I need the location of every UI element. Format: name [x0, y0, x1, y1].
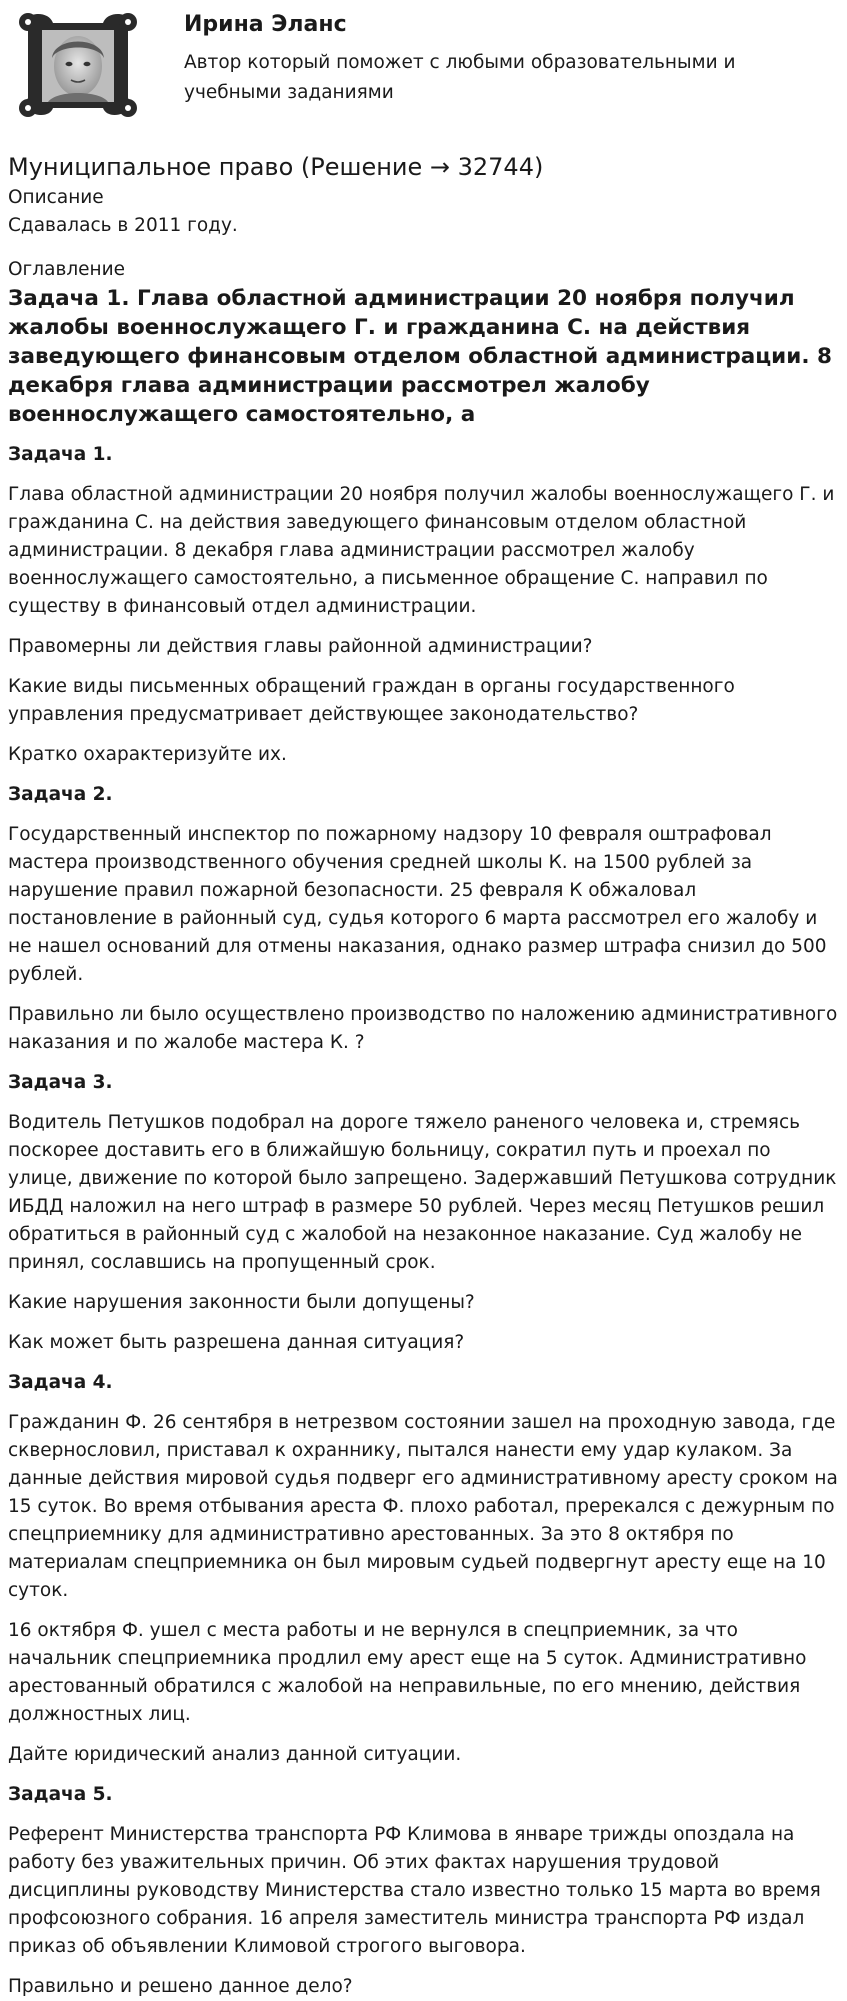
- task-title: Задача 2.: [8, 784, 113, 805]
- task-paragraph: Водитель Петушков подобрал на дороге тяжело раненого человека и, стремясь поскорее доставить его в ближайшую больницу, сократил путь и проехал по улице, движение по которой было запрещено. Задержавший Петушкова сотрудник ИБДД наложил на него штраф в размере 50 рублей. Через месяц Петушков решил обратиться в районный суд с жалобой на незаконное наказание. Суд жалобу не принял, сославшись на пропущенный срок.: [8, 1112, 837, 1273]
- author-avatar: [8, 8, 148, 122]
- toc-heading: Задача 1. Глава областной администрации 20 ноября получил жалобы военнослужащего Г. и гражданина С. на действия заведующего финансовым отделом областной администрации. 8 декабря глава администрации рассмотрел жалобу военнослужащего самостоятельно, а: [8, 286, 832, 427]
- task-paragraph: Референт Министерства транспорта РФ Климова в январе трижды опоздала на работу без уважительных причин. Об этих фактах нарушения трудовой дисциплины руководству Министерства стало известно только 15 марта во время профсоюзного собрания. 16 апреля заместитель министра транспорта РФ издал приказ об объявлении Климовой строгого выговора.: [8, 1824, 821, 1957]
- description-label: Описание: [8, 187, 104, 208]
- task-paragraph: Правильно и решено данное дело?: [8, 1976, 353, 1997]
- author-card: [0, 0, 847, 124]
- task-paragraph: Государственный инспектор по пожарному надзору 10 февраля оштрафовал мастера производственного обучения средней школы К. на 1500 рублей за нарушение правил пожарной безопасности. 25 февраля К обжаловал постановление в районный суд, судья которого 6 марта рассмотрел его жалобу и не нашел оснований для отмены наказания, однако размер штрафа снизил до 500 рублей.: [8, 824, 827, 985]
- task-title: Задача 1.: [8, 444, 113, 465]
- task-3: [0, 1069, 847, 1357]
- task-paragraph: Кратко охарактеризуйте их.: [8, 744, 287, 765]
- author-name[interactable]: Ирина Эланс: [184, 12, 347, 37]
- task-title: Задача 4.: [8, 1372, 113, 1393]
- task-5: [0, 1781, 847, 2001]
- task-paragraph: Как может быть разрешена данная ситуация?: [8, 1332, 465, 1353]
- task-paragraph: Глава областной администрации 20 ноября получил жалобы военнослужащего Г. и гражданина С. на действия заведующего финансовым отделом областной администрации. 8 декабря глава администрации рассмотрел жалобу военнослужащего самостоятельно, а письменное обращение С. направил по существу в финансовый отдел администрации.: [8, 484, 835, 617]
- description-text: Сдавалась в 2011 году.: [8, 215, 238, 236]
- task-paragraph: Дайте юридический анализ данной ситуации.: [8, 1744, 462, 1765]
- task-paragraph: Какие виды письменных обращений граждан в органы государственного управления предусматривает действующее законодательство?: [8, 676, 735, 725]
- author-description: Автор который поможет с любыми образовательными и учебными заданиями: [184, 52, 736, 103]
- task-4: [0, 1369, 847, 1769]
- task-paragraph: Какие нарушения законности были допущены?: [8, 1292, 475, 1313]
- task-title: Задача 5.: [8, 1784, 113, 1805]
- task-paragraph: Правильно ли было осуществлено производство по наложению административного наказания и по жалобе мастера К. ?: [8, 1004, 838, 1053]
- task-1: [0, 441, 847, 769]
- task-paragraph: 16 октября Ф. ушел с места работы и не вернулся в спецприемник, за что начальник спецприемника продлил ему арест еще на 5 суток. Административно арестованный обратился с жалобой на неправильные, по его мнению, действия должностных лиц.: [8, 1620, 807, 1725]
- task-paragraph: Правомерны ли действия главы районной администрации?: [8, 636, 593, 657]
- toc-label: Оглавление: [8, 259, 126, 280]
- task-paragraph: Гражданин Ф. 26 сентября в нетрезвом состоянии зашел на проходную завода, где сквернословил, приставал к охраннику, пытался нанести ему удар кулаком. За данные действия мировой судья подверг его административному аресту сроком на 15 суток. Во время отбывания ареста Ф. плохо работал, пререкался с дежурным по спецприемнику для административно арестованных. За это 8 октября по материалам спецприемника он был мировым судьей подвергнут аресту еще на 10 суток.: [8, 1412, 838, 1601]
- task-title: Задача 3.: [8, 1072, 113, 1093]
- task-2: [0, 781, 847, 1057]
- page-title: Муниципальное право (Решение → 32744): [8, 153, 544, 181]
